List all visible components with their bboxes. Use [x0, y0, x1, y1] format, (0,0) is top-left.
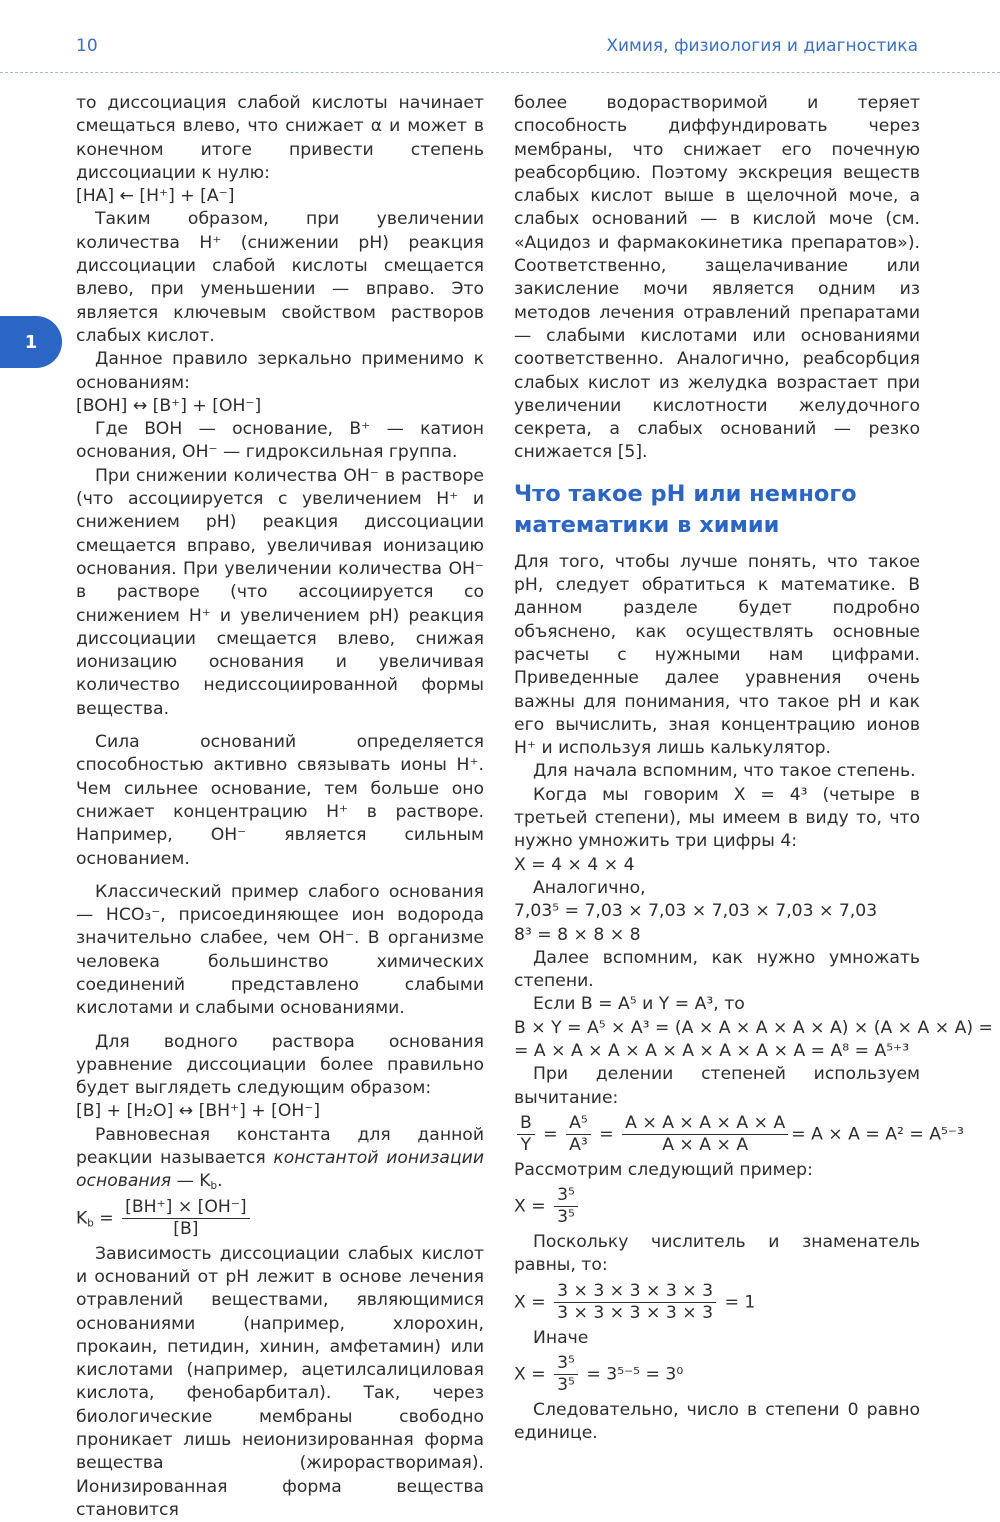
denominator: Y — [520, 1134, 532, 1155]
equals: = — [593, 1124, 620, 1145]
page-number: 10 — [76, 36, 98, 56]
fraction-powers — [566, 1113, 591, 1156]
result: = 3⁵⁻⁵ = 3⁰ — [580, 1364, 684, 1385]
result: = 1 — [719, 1292, 756, 1313]
formula: 8³ = 8 × 8 × 8 — [514, 924, 641, 945]
formula-base: [BOH] ↔ [B⁺] + [OH⁻] — [76, 395, 262, 416]
page-header — [0, 0, 1000, 72]
fraction-b-y — [517, 1113, 535, 1156]
kb-fraction — [122, 1197, 249, 1240]
numerator: A⁵ — [566, 1113, 591, 1135]
formula-example-3 — [514, 1353, 920, 1396]
equals: = — [93, 1208, 120, 1229]
section-heading: Что такое pH или немного математики в химии — [514, 480, 857, 538]
formula-example-2 — [514, 1281, 920, 1324]
paragraph: более водорастворимой и теряет способность диффундировать через мембраны, что снижает его почечную реабсорбцию. Поэтому экскреция веществ слабых кислот выше в щелочной моче, а слабых оснований — в кислой моче (см. «Ацидоз и фармакокинетика препаратов»). Соответственно, защелачивание или закисление мочи является одним из методов лечения отравлений препаратами — слабыми кислотами или основаниями соответственно. Аналогично, реабсорбция слабых кислот из желудка возрастает при увеличении кислотности желудочного секрета, а слабых оснований — резко снижается [5]. — [514, 93, 920, 463]
text: — K — [171, 1171, 211, 1192]
paragraph: Следовательно, число в степени 0 равно единице. — [514, 1400, 920, 1444]
paragraph: Сила оснований определяется способностью активно связывать ионы H⁺. Чем сильнее основание, тем больше оно снижает концентрацию H⁺ в растворе. Например, OH⁻ является сильным основанием. — [76, 732, 484, 869]
denominator: 3 × 3 × 3 × 3 × 3 — [557, 1302, 714, 1323]
running-title: Химия, физиология и диагностика — [606, 36, 918, 56]
fraction — [554, 1185, 578, 1228]
formula: 7,03⁵ = 7,03 × 7,03 × 7,03 × 7,03 × 7,03 — [514, 901, 878, 922]
paragraph: то диссоциация слабой кислоты начинает смещаться влево, что снижает α и может в конечном итоге привести степень диссоциации к нулю: — [76, 93, 484, 183]
paragraph: Иначе — [533, 1327, 589, 1348]
formula-division — [514, 1112, 964, 1156]
text: . — [217, 1171, 223, 1192]
paragraph: При снижении количества OH⁻ в растворе (что ассоциируется с увеличением H⁺ и снижением pH) реакция диссоциации смещается вправо, увеличивая ионизацию основания. При увеличении количества OH⁻ в растворе (что ассоциируется со снижением H⁺ и увеличением pH) реакция диссоциации смещается влево, снижая ионизацию основания и увеличивая количество недиссоциированной формы вещества. — [76, 465, 484, 719]
denominator: 3⁵ — [557, 1207, 575, 1228]
formula-water: [B] + [H₂O] ↔ [BH⁺] + [OH⁻] — [76, 1101, 321, 1122]
formula: = A × A × A × A × A × A × A × A = A⁸ = A⁵⁺³ — [514, 1040, 910, 1061]
formula: B × Y = A⁵ × A³ = (A × A × A × A × A) × (A × A × A) = — [514, 1017, 993, 1038]
paragraph: Когда мы говорим X = 4³ (четыре в третьей степени), мы имеем в виду то, что нужно умножить три цифры 4: — [514, 784, 920, 852]
denominator: A³ — [569, 1134, 588, 1155]
paragraph: Таким образом, при увеличении количества H⁺ (снижении pH) реакция диссоциации слабой кислоты смещается влево, при уменьшении — вправо. Это является ключевым свойством растворов слабых кислот. — [76, 209, 484, 346]
chapter-number: 1 — [24, 331, 38, 353]
fraction-expanded — [622, 1113, 788, 1156]
paragraph-kb-definition — [76, 1124, 484, 1194]
x-equals: X = — [514, 1292, 552, 1313]
paragraph: Для водного раствора основания уравнение диссоциации более правильно будет выглядеть следующим образом: — [76, 1031, 484, 1099]
italic-term: константой ионизации основания — [76, 1148, 484, 1192]
paragraph: При делении степеней используем вычитание: — [514, 1064, 920, 1108]
numerator: [BH⁺] × [OH⁻] — [122, 1197, 249, 1219]
numerator: 3 × 3 × 3 × 3 × 3 — [554, 1281, 716, 1303]
fraction — [554, 1281, 716, 1324]
paragraph: Поскольку числитель и знаменатель равны, то: — [514, 1232, 920, 1276]
numerator: 3⁵ — [554, 1353, 578, 1375]
numerator: 3⁵ — [554, 1185, 578, 1207]
paragraph: Для начала вспомним, что такое степень. — [533, 761, 916, 782]
subscript: b — [210, 1180, 218, 1193]
text: Равновесная константа для данной реакции называется — [76, 1124, 484, 1169]
paragraph: Аналогично, — [533, 877, 646, 898]
x-equals: X = — [514, 1196, 552, 1217]
paragraph: Классический пример слабого основания — HCO₃⁻, присоединяющее ион водорода значительно слабее, чем OH⁻. В организме человека большинство химических соединений представлено слабыми кислотами и слабыми основаниями. — [76, 881, 484, 1019]
kb-subscript: b — [87, 1217, 94, 1230]
denominator: 3⁵ — [557, 1375, 575, 1396]
paragraph: Если B = A⁵ и Y = A³, то — [533, 994, 745, 1015]
paragraph: Для того, чтобы лучше понять, что такое pH, следует обратиться к математике. В данном разделе будет подробно объяснено, как осуществлять основные расчеты с нужными нам цифрами. Приведенные далее уравнения очень важны для понимания, что такое pH и как его вычислить, зная концентрацию ионов H⁺ и используя лишь калькулятор. — [514, 551, 920, 759]
x-equals: X = — [514, 1364, 552, 1385]
right-column — [514, 92, 993, 1446]
numerator: A × A × A × A × A — [622, 1113, 788, 1135]
formula-kb — [76, 1197, 484, 1240]
paragraph: Данное правило зеркально применимо к основаниям: — [76, 349, 484, 393]
paragraph: Где BOH — основание, B⁺ — катион основания, OH⁻ — гидроксильная группа. — [76, 419, 484, 463]
kb-symbol: K — [76, 1208, 88, 1229]
formula-example-1 — [514, 1185, 920, 1228]
paragraph: Рассмотрим следующий пример: — [514, 1159, 813, 1180]
numerator: B — [517, 1113, 535, 1135]
chapter-tab — [0, 316, 62, 368]
result: = A × A = A² = A⁵⁻³ — [791, 1124, 964, 1145]
paragraph: Далее вспомним, как нужно умножать степени. — [514, 947, 920, 992]
left-column — [76, 92, 484, 1522]
denominator: A × A × A — [662, 1134, 749, 1155]
fraction — [554, 1353, 578, 1396]
formula: X = 4 × 4 × 4 — [514, 854, 635, 875]
denominator: [B] — [173, 1218, 199, 1239]
formula-acid: [HA] ← [H⁺] + [A⁻] — [76, 186, 235, 207]
header-divider — [0, 72, 1000, 73]
equals: = — [537, 1124, 564, 1145]
paragraph: Зависимость диссоциации слабых кислот и оснований от pH лежит в основе лечения отравлений веществами, являющимися основаниями (например, хлорохин, прокаин, петидин, хинин, амфетамин) или кислотами (например, ацетилсалициловая кислота, фенобарбитал). Так, через биологические мембраны свободно проникает лишь неионизированная форма вещества (жирорастворимая). Ионизированная форма вещества становится — [76, 1243, 484, 1520]
